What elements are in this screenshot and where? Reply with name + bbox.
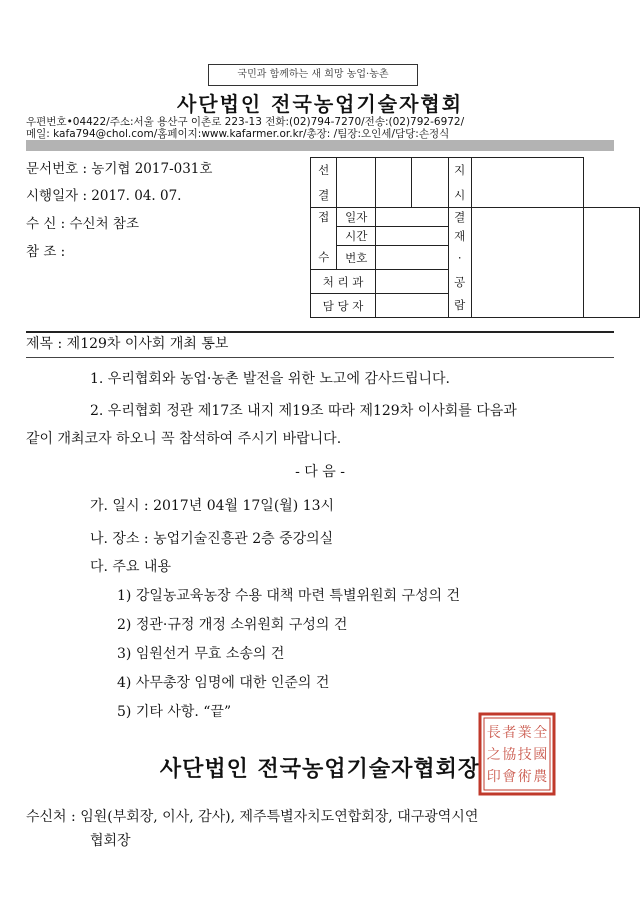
gong-cell: 공 xyxy=(448,270,471,294)
damdangja-value xyxy=(376,294,448,318)
cheorigwa-cell: 처 리 과 xyxy=(311,270,376,294)
subject-bottom-rule xyxy=(26,357,614,358)
jeop-cell: 접 xyxy=(311,208,337,227)
gyeol2-cell: 결 xyxy=(448,208,471,227)
agenda-item: 2) 정관·규정 개정 소위원회 구성의 건 xyxy=(117,617,348,633)
agenda-item: 3) 임원선거 무효 소송의 건 xyxy=(117,646,285,662)
ram-cell: 람 xyxy=(448,294,471,318)
item-date: 가. 일시 : 2017년 04월 17일(월) 13시 xyxy=(90,498,335,514)
damdangja-cell: 담 당 자 xyxy=(311,294,376,318)
recipients-line-1: 수신처 : 임원(부회장, 이사, 감사), 제주특별자치도연합회장, 대구광역시연 xyxy=(26,809,479,825)
seal-glyph: 協 xyxy=(502,747,517,764)
sigan-cell: 시간 xyxy=(337,227,376,246)
seal-glyph: 技 xyxy=(517,747,532,764)
sigan-value xyxy=(376,227,448,246)
header-divider xyxy=(26,140,614,151)
seon-cell: 선 xyxy=(311,158,337,183)
subject-line: 제목 : 제129차 이사회 개최 통보 xyxy=(26,336,229,352)
item-agenda: 다. 주요 내용 xyxy=(90,559,171,575)
agenda-item: 5) 기타 사항. “끝” xyxy=(117,704,232,720)
si-cell: 시 xyxy=(448,183,471,208)
ilja-cell: 일자 xyxy=(337,208,376,227)
ilja-value xyxy=(376,208,448,227)
slogan-box: 국민과 함께하는 새 희망 농업·농촌 xyxy=(208,64,418,86)
seal-glyph: 之 xyxy=(486,747,501,764)
agenda-item: 4) 사무총장 임명에 대한 인준의 건 xyxy=(117,675,330,691)
seal-glyph: 長 xyxy=(486,725,501,742)
approval-slot xyxy=(412,158,448,208)
approval-slot xyxy=(471,208,583,318)
reference-field: 참 조 : xyxy=(26,244,66,260)
dot-cell: · xyxy=(448,246,471,270)
doc-number: 문서번호 : 농기협 2017-031호 xyxy=(26,161,213,177)
seal-glyph: 國 xyxy=(533,747,548,764)
paragraph-2-line-2: 같이 개최코자 하오니 꼭 참석하여 주시기 바랍니다. xyxy=(26,431,342,447)
beonho-value xyxy=(376,246,448,270)
org-title: 사단법인 전국농업기술자협회 xyxy=(176,92,464,116)
paragraph-1: 1. 우리협회와 농업·농촌 발전을 위한 노고에 감사드립니다. xyxy=(90,371,451,387)
paragraph-2-line-1: 2. 우리협회 정관 제17조 내지 제19조 따라 제129차 이사회를 다음과 xyxy=(90,403,517,419)
jeop-blank xyxy=(311,227,337,246)
seal-glyph: 全 xyxy=(533,725,548,742)
approval-box xyxy=(310,157,640,318)
cheorigwa-value xyxy=(376,270,448,294)
agenda-item: 1) 강일농교육농장 수용 대책 마련 특별위원회 구성의 건 xyxy=(117,588,461,604)
ji-cell: 지 xyxy=(448,158,471,183)
jae-cell: 재 xyxy=(448,227,471,246)
approval-slot xyxy=(583,208,639,318)
su-cell: 수 xyxy=(311,246,337,270)
approval-slot xyxy=(337,158,376,208)
seal-glyph: 印 xyxy=(486,769,501,786)
item-place: 나. 장소 : 농업기술진흥관 2층 중강의실 xyxy=(90,531,334,547)
contact-line-1: 우편번호•04422/주소:서울 용산구 이촌로 223-13 전화:(02)794-7270/전송:(02)792-6972/ xyxy=(26,116,465,128)
recipients-line-2: 협회장 xyxy=(90,833,131,849)
official-seal-icon xyxy=(478,712,556,796)
issue-date: 시행일자 : 2017. 04. 07. xyxy=(26,188,182,204)
seal-glyphs xyxy=(487,724,548,785)
instruction-slot xyxy=(471,158,583,208)
seal-glyph: 會 xyxy=(502,769,517,786)
recipient-field: 수 신 : 수신처 참조 xyxy=(26,216,140,232)
gyeol-cell: 결 xyxy=(311,183,337,208)
seal-glyph: 農 xyxy=(533,769,548,786)
seal-glyph: 業 xyxy=(517,725,532,742)
seal-glyph: 者 xyxy=(502,725,517,742)
seal-glyph: 術 xyxy=(517,769,532,786)
beonho-cell: 번호 xyxy=(337,246,376,270)
signature-name: 사단법인 전국농업기술자협회장 xyxy=(159,757,481,782)
following-heading: - 다 음 - xyxy=(295,464,345,480)
contact-line-2: 메일: kafa794@chol.com/홈페이지:www.kafarmer.or.kr/총장: /팀장:오인세/담당:손정식 xyxy=(26,128,450,140)
approval-slot xyxy=(376,158,412,208)
